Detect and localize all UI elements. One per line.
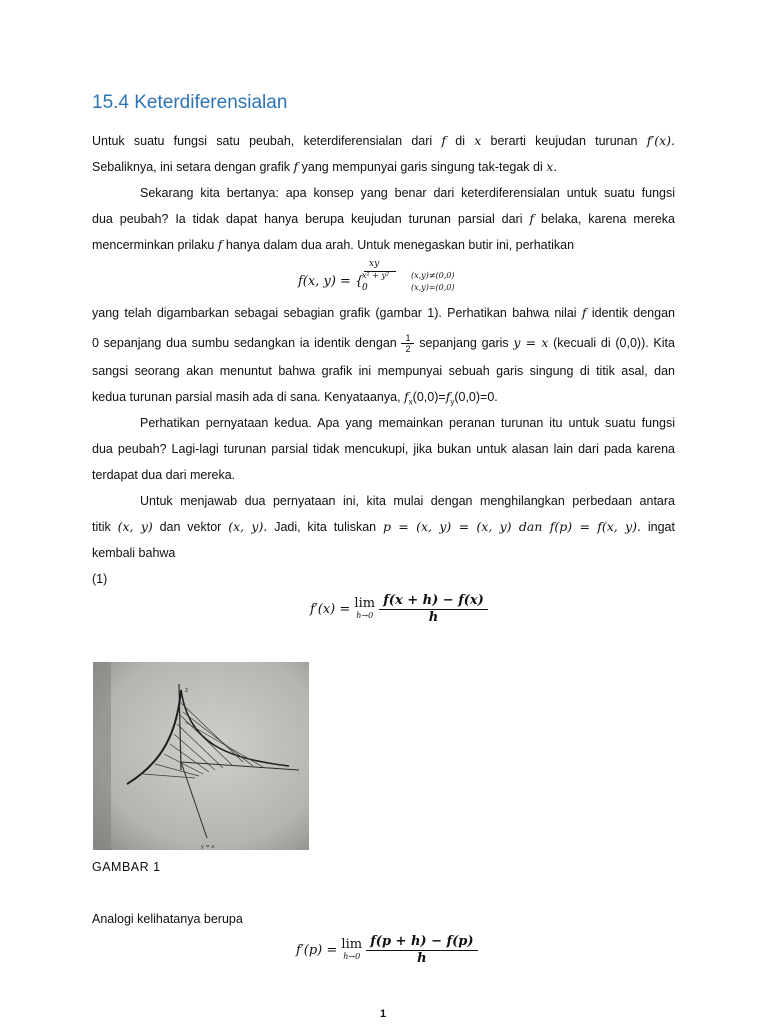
fraction	[366, 934, 477, 967]
fraction-numerator: 1	[401, 333, 414, 344]
paragraph-2-line-3	[92, 232, 675, 258]
paragraph-4-line-2: dua peubah? Lagi-lagi turunan parsial tidak mencukupi, jika bukan untuk alasan lain dari pada karena	[92, 442, 675, 456]
paragraph-5-line-1: Untuk menjawab dua pernyataan ini, kita mulai dengan menghilangkan perbedaan antara	[140, 494, 675, 508]
fraction-denominator: h	[417, 951, 427, 966]
figure-graph-illustration	[93, 662, 309, 850]
equation-derivative-x	[310, 593, 488, 626]
eq-condition-2: (x,y)=(0,0)	[411, 283, 455, 292]
eq-condition-1: (x,y)≠(0,0)	[411, 271, 455, 280]
text: belaka, karena mereka	[540, 212, 676, 226]
subscript-x: x	[408, 397, 413, 407]
fraction-numerator: f(p + h) − f(p)	[366, 934, 477, 951]
paragraph-3-line-2	[92, 330, 675, 356]
fraction-denominator: h	[428, 610, 439, 625]
paragraph-3-line-3: sangsi seorang akan menuntut bahwa grafik ini mempunyai sebuah garis singung di titik asal, dan	[92, 364, 675, 378]
paragraph-2-line-2	[92, 206, 675, 232]
text: (0,0)=0.	[454, 390, 498, 404]
text: dan vektor	[159, 520, 222, 534]
figure-photo	[93, 662, 309, 850]
figure-axis-label-top: z	[185, 687, 189, 694]
subscript-y: y	[450, 397, 455, 407]
math-f: f	[581, 305, 587, 320]
fraction-one-half	[401, 333, 414, 354]
paragraph-5-line-3: kembali bahwa	[92, 546, 176, 560]
text: di	[455, 134, 466, 148]
text: ingat	[647, 520, 675, 534]
figure-caption: GAMBAR 1	[92, 860, 161, 874]
fraction-denominator: 2	[405, 344, 411, 355]
limit	[354, 595, 376, 622]
fraction	[379, 593, 488, 626]
eq-numerator: xy	[369, 259, 380, 269]
paragraph-4-line-1: Perhatikan pernyataan kedua. Apa yang memainkan peranan turunan itu untuk suatu fungsi	[140, 416, 675, 430]
text: sepanjang garis	[419, 336, 509, 350]
limit-subscript: h→0	[356, 610, 374, 620]
math-x: x	[474, 133, 482, 148]
page-number: 1	[380, 1008, 387, 1020]
figure-axis-label-bottom: y = x	[201, 844, 215, 850]
text: dua peubah? Ia tidak dapat hanya berupa keujudan turunan parsial dari	[92, 212, 523, 226]
text: Untuk suatu fungsi satu peubah, keterdiferensialan dari	[92, 134, 433, 148]
eq-zero: 0	[362, 283, 368, 293]
eq-lhs: f(x, y) = {	[298, 274, 364, 289]
text: yang mempunyai garis singung tak-tegak di	[301, 160, 543, 174]
math-f: f	[293, 159, 299, 174]
text: (0,0)=	[412, 390, 446, 404]
equation-number-label: (1)	[92, 572, 108, 586]
limit-word: lim	[341, 936, 363, 952]
text: titik	[92, 520, 111, 534]
text: Sebaliknya, ini setara dengan grafik	[92, 160, 291, 174]
equation-derivative-p	[296, 934, 478, 967]
text: (kecuali di (0,0)). Kita	[553, 336, 675, 350]
limit-subscript: h→0	[343, 951, 361, 961]
paragraph-2-line-1: Sekarang kita bertanya: apa konsep yang benar dari keterdiferensialan untuk suatu fungsi	[140, 186, 675, 200]
eq-lhs: f′(p) =	[296, 943, 338, 958]
paragraph-1-line-2	[92, 154, 675, 180]
math-fprime-x: f′(x).	[646, 133, 675, 148]
math-f: f	[404, 389, 409, 404]
paragraph-3-line-1	[92, 300, 675, 326]
eq-denominator: x² + y²	[362, 271, 390, 280]
fraction-numerator: f(x + h) − f(x)	[379, 593, 488, 610]
equation-piecewise	[298, 259, 498, 298]
text: yang telah digambarkan sebagai sebagian grafik (gambar 1). Perhatikan bahwa nilai	[92, 306, 577, 320]
text: identik dengan	[591, 306, 675, 320]
text: mencerminkan prilaku	[92, 238, 215, 252]
paragraph-5-line-2	[92, 514, 675, 540]
paragraph-4-line-3: terdapat dua dari mereka.	[92, 468, 236, 482]
paragraph-1-line-1	[92, 128, 675, 154]
math-f: f	[529, 211, 535, 226]
text: 0 sepanjang dua sumbu sedangkan ia identik dengan	[92, 336, 397, 350]
math-y-equals-x: y = x	[513, 335, 549, 350]
math-point: (x, y)	[117, 519, 153, 534]
paragraph-6: Analogi kelihatanya berupa	[92, 912, 243, 926]
math-f: f	[441, 133, 447, 148]
math-f: f	[445, 389, 451, 404]
limit-word: lim	[354, 595, 376, 611]
math-f: f	[217, 237, 223, 252]
section-heading: 15.4 Keterdiferensialan	[92, 92, 288, 113]
math-x: x.	[546, 159, 558, 174]
limit	[341, 936, 363, 963]
text: kedua turunan parsial masih ada di sana. Kenyataanya,	[92, 390, 401, 404]
text: hanya dalam dua arah. Untuk menegaskan butir ini, perhatikan	[225, 238, 575, 252]
math-vector: (x, y).	[228, 519, 268, 534]
text: berarti keujudan turunan	[490, 134, 638, 148]
eq-lhs: f′(x) =	[310, 602, 351, 617]
math-definition: p = (x, y) = (x, y) dan f(p) = f(x, y).	[382, 519, 642, 534]
text: Jadi, kita tuliskan	[274, 520, 377, 534]
